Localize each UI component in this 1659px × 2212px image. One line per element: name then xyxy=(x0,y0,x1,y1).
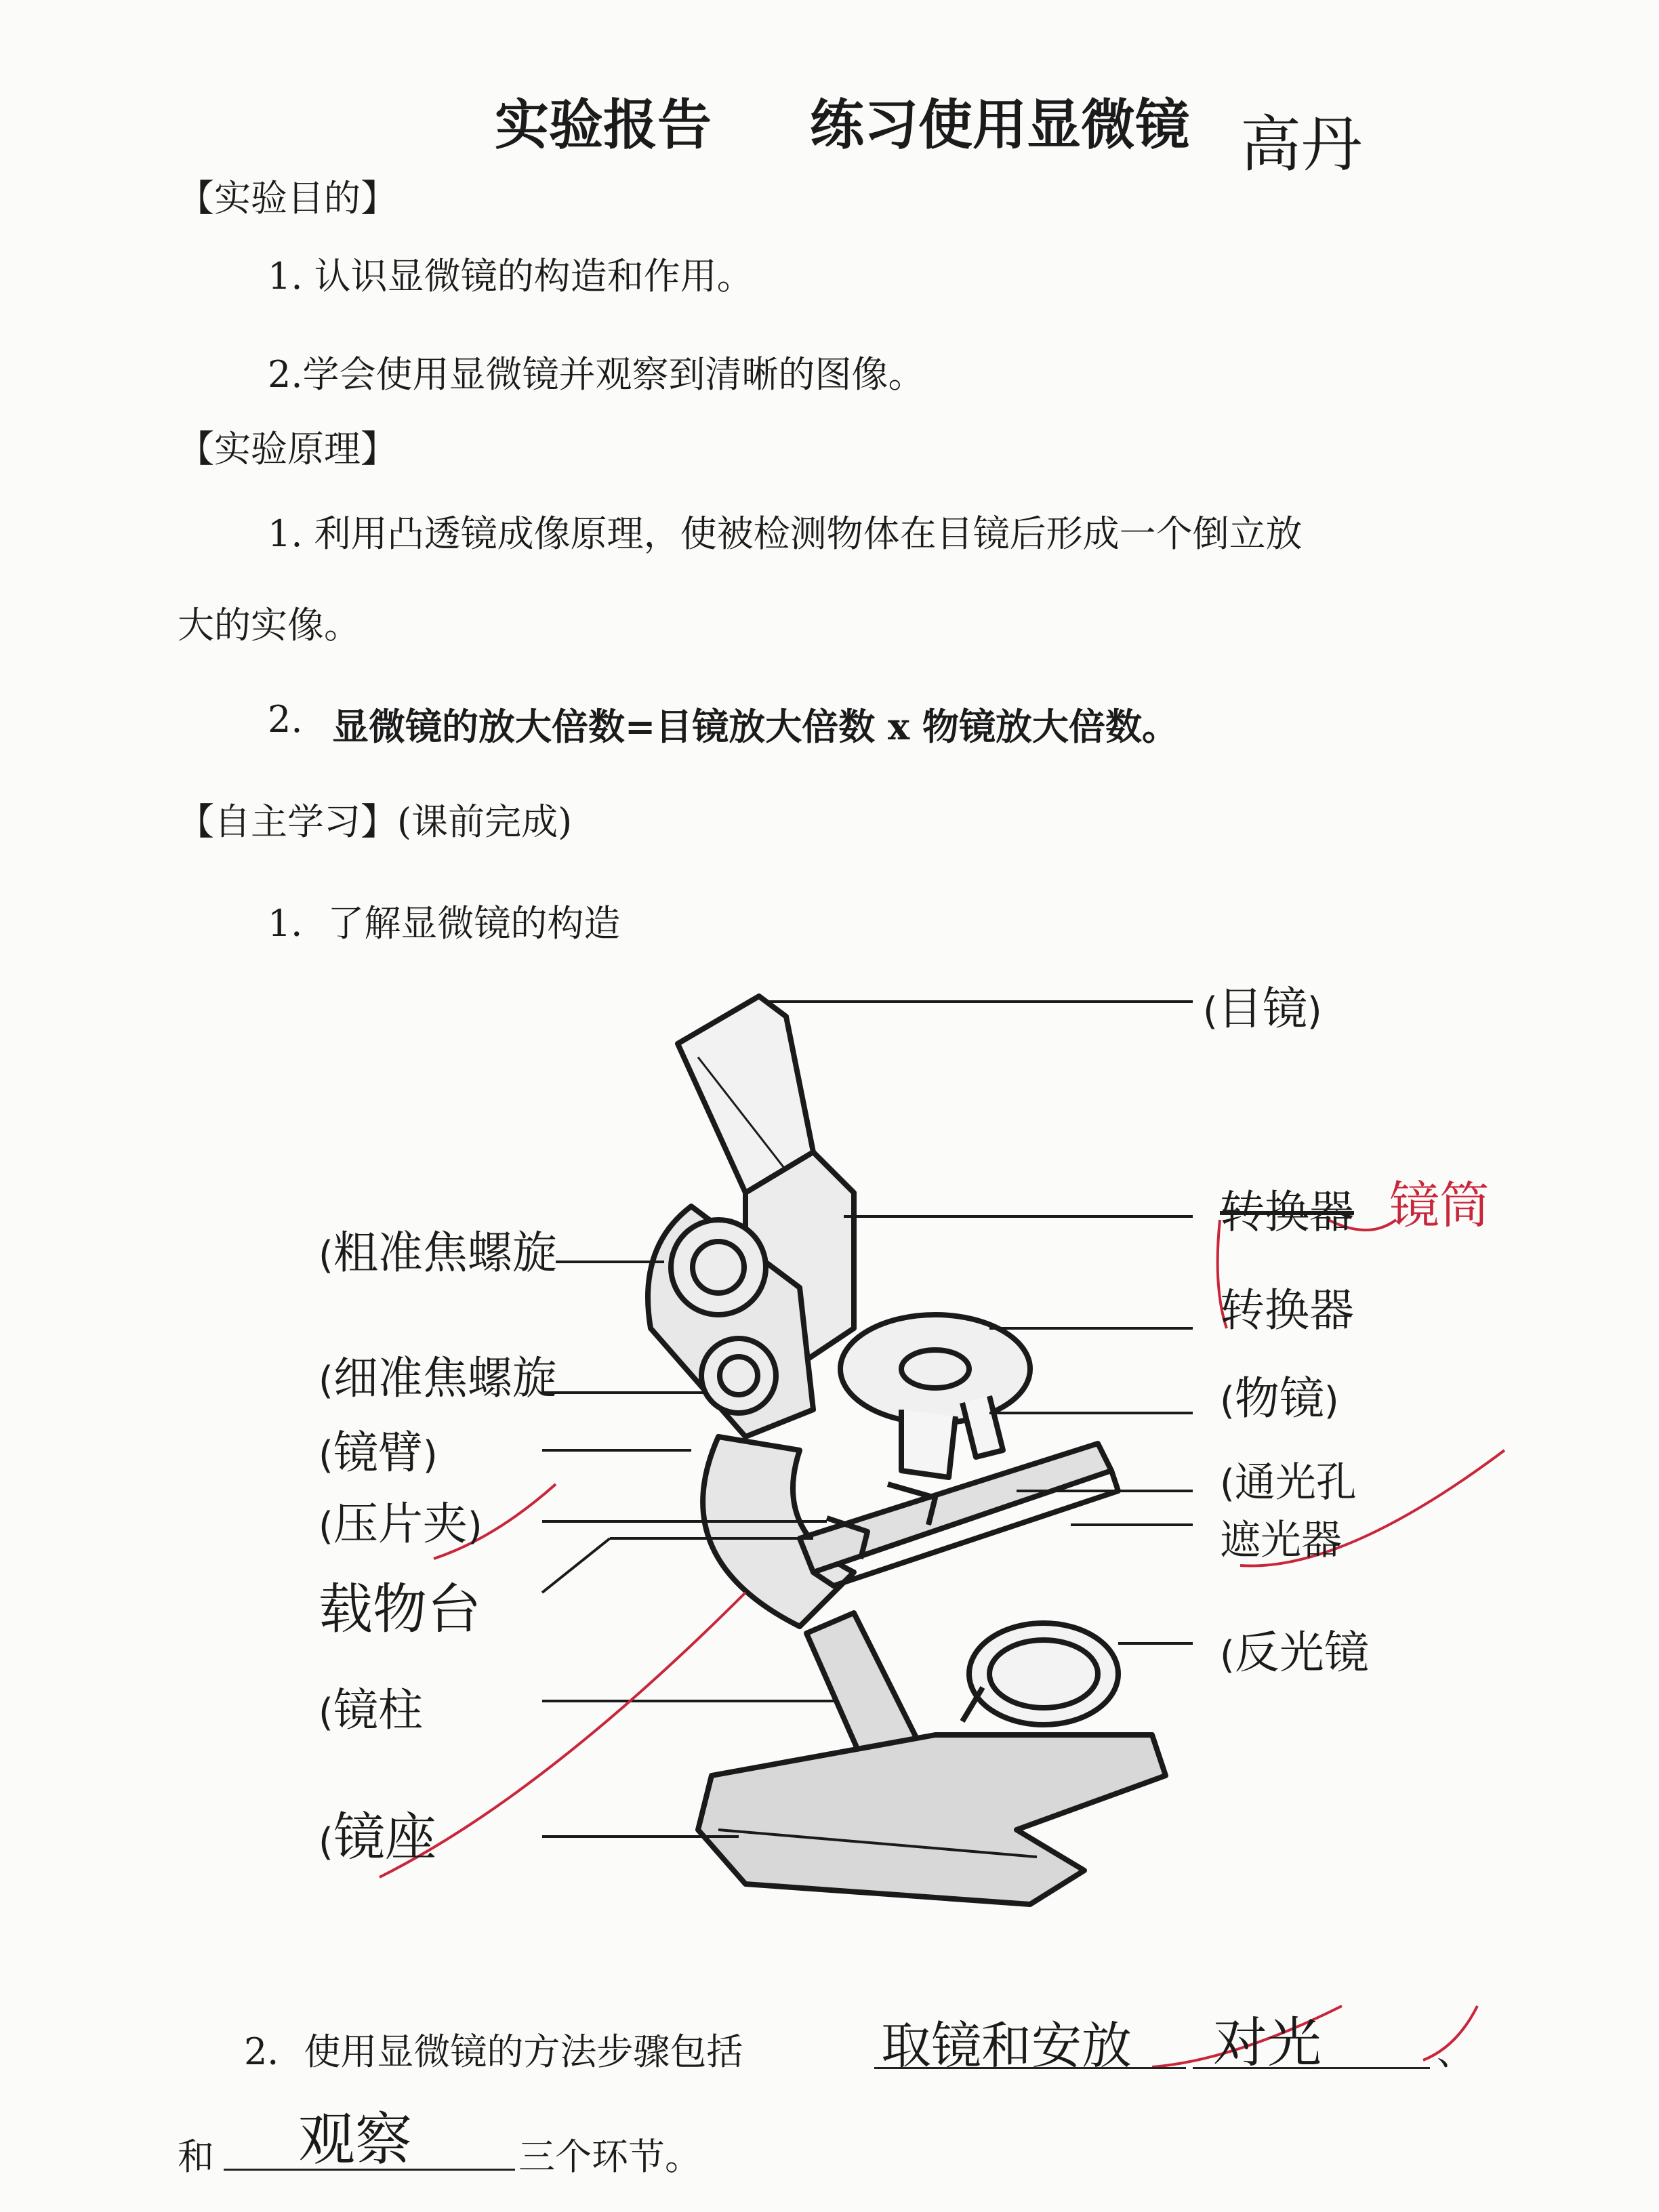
purpose-item-2: 2.学会使用显微镜并观察到清晰的图像。 xyxy=(268,353,925,396)
label-text: 镜柱 xyxy=(333,1684,423,1736)
principle-item-1-line-1: 1. 利用凸透镜成像原理，使被检测物体在目镜后形成一个倒立放 xyxy=(268,512,1303,555)
q2-blank-3 xyxy=(224,2169,515,2171)
label-pillar xyxy=(319,1674,423,1738)
label-base xyxy=(319,1796,436,1870)
label-text: 目镜 xyxy=(1217,983,1307,1035)
label-tube-correction: 镜筒 xyxy=(1389,1176,1490,1235)
page-title: 练习使用显微镜 xyxy=(810,93,1189,157)
principle-item-1-line-2: 大的实像。 xyxy=(178,604,361,647)
q2-blank-1 xyxy=(874,2067,1186,2069)
paren-close: ) xyxy=(422,1433,438,1477)
q2-separator: 、 xyxy=(1437,2030,1473,2073)
label-diaphragm: 遮光器 xyxy=(1220,1517,1342,1564)
q2-and: 和 xyxy=(178,2135,214,2178)
label-text: 粗准焦螺旋 xyxy=(333,1227,557,1279)
purpose-heading: 【实验目的】 xyxy=(178,177,397,220)
self-study-heading: 【自主学习】(课前完成) xyxy=(178,800,573,843)
label-fine-focus-knob xyxy=(319,1342,557,1406)
label-text: 通光孔 xyxy=(1234,1459,1357,1507)
q2-suffix: 三个环节。 xyxy=(518,2135,701,2178)
q2-answer-1: 取镜和安放 xyxy=(881,2017,1132,2075)
label-stage-clip xyxy=(319,1488,483,1552)
label-arm xyxy=(319,1416,438,1481)
label-text: 镜座 xyxy=(333,1807,436,1867)
label-mirror xyxy=(1220,1616,1369,1681)
self-study-q2-prefix: 2．使用显微镜的方法步骤包括 xyxy=(244,2030,743,2073)
paren-open: ( xyxy=(319,1359,333,1403)
paren-open: ( xyxy=(319,1233,333,1277)
purpose-item-1: 1. 认识显微镜的构造和作用。 xyxy=(268,255,754,298)
label-stage: 载物台 xyxy=(319,1578,481,1641)
paren-open: ( xyxy=(1203,989,1218,1033)
label-coarse-focus-knob xyxy=(319,1216,557,1281)
label-aperture xyxy=(1220,1450,1357,1509)
paren-open: ( xyxy=(319,1820,333,1864)
q2-answer-3: 观察 xyxy=(298,2106,413,2173)
paren-open: ( xyxy=(319,1433,333,1477)
report-label: 实验报告 xyxy=(495,93,712,157)
principle-item-2-num: 2. xyxy=(268,698,303,741)
paren-open: ( xyxy=(1220,1633,1235,1677)
paren-open: ( xyxy=(1220,1379,1235,1423)
q2-answer-2: 对光 xyxy=(1213,2011,1322,2074)
paren-open: ( xyxy=(319,1691,333,1735)
self-study-q1: 1．了解显微镜的构造 xyxy=(268,902,621,945)
paren-close: ) xyxy=(1307,989,1322,1033)
label-text: 细准焦螺旋 xyxy=(333,1352,557,1404)
label-text: 压片夹 xyxy=(333,1498,468,1550)
label-tube-crossed-out: 转换器 xyxy=(1220,1186,1354,1238)
principle-item-2-text: 显微镜的放大倍数=目镜放大倍数 x 物镜放大倍数。 xyxy=(332,705,1179,748)
q2-blank-2 xyxy=(1193,2067,1430,2069)
principle-heading: 【实验原理】 xyxy=(178,428,397,470)
label-eyepiece xyxy=(1203,972,1322,1037)
label-text: 物镜 xyxy=(1234,1372,1324,1425)
student-name: 高丹 xyxy=(1240,109,1362,180)
label-objective xyxy=(1220,1362,1339,1427)
paren-close: ) xyxy=(467,1504,483,1549)
label-text: 反光镜 xyxy=(1234,1626,1369,1679)
paren-open: ( xyxy=(319,1504,333,1549)
paren-open: ( xyxy=(1220,1462,1235,1506)
label-nosepiece: 转换器 xyxy=(1220,1284,1354,1336)
paren-close: ) xyxy=(1324,1379,1339,1423)
label-text: 镜臂 xyxy=(333,1427,423,1479)
